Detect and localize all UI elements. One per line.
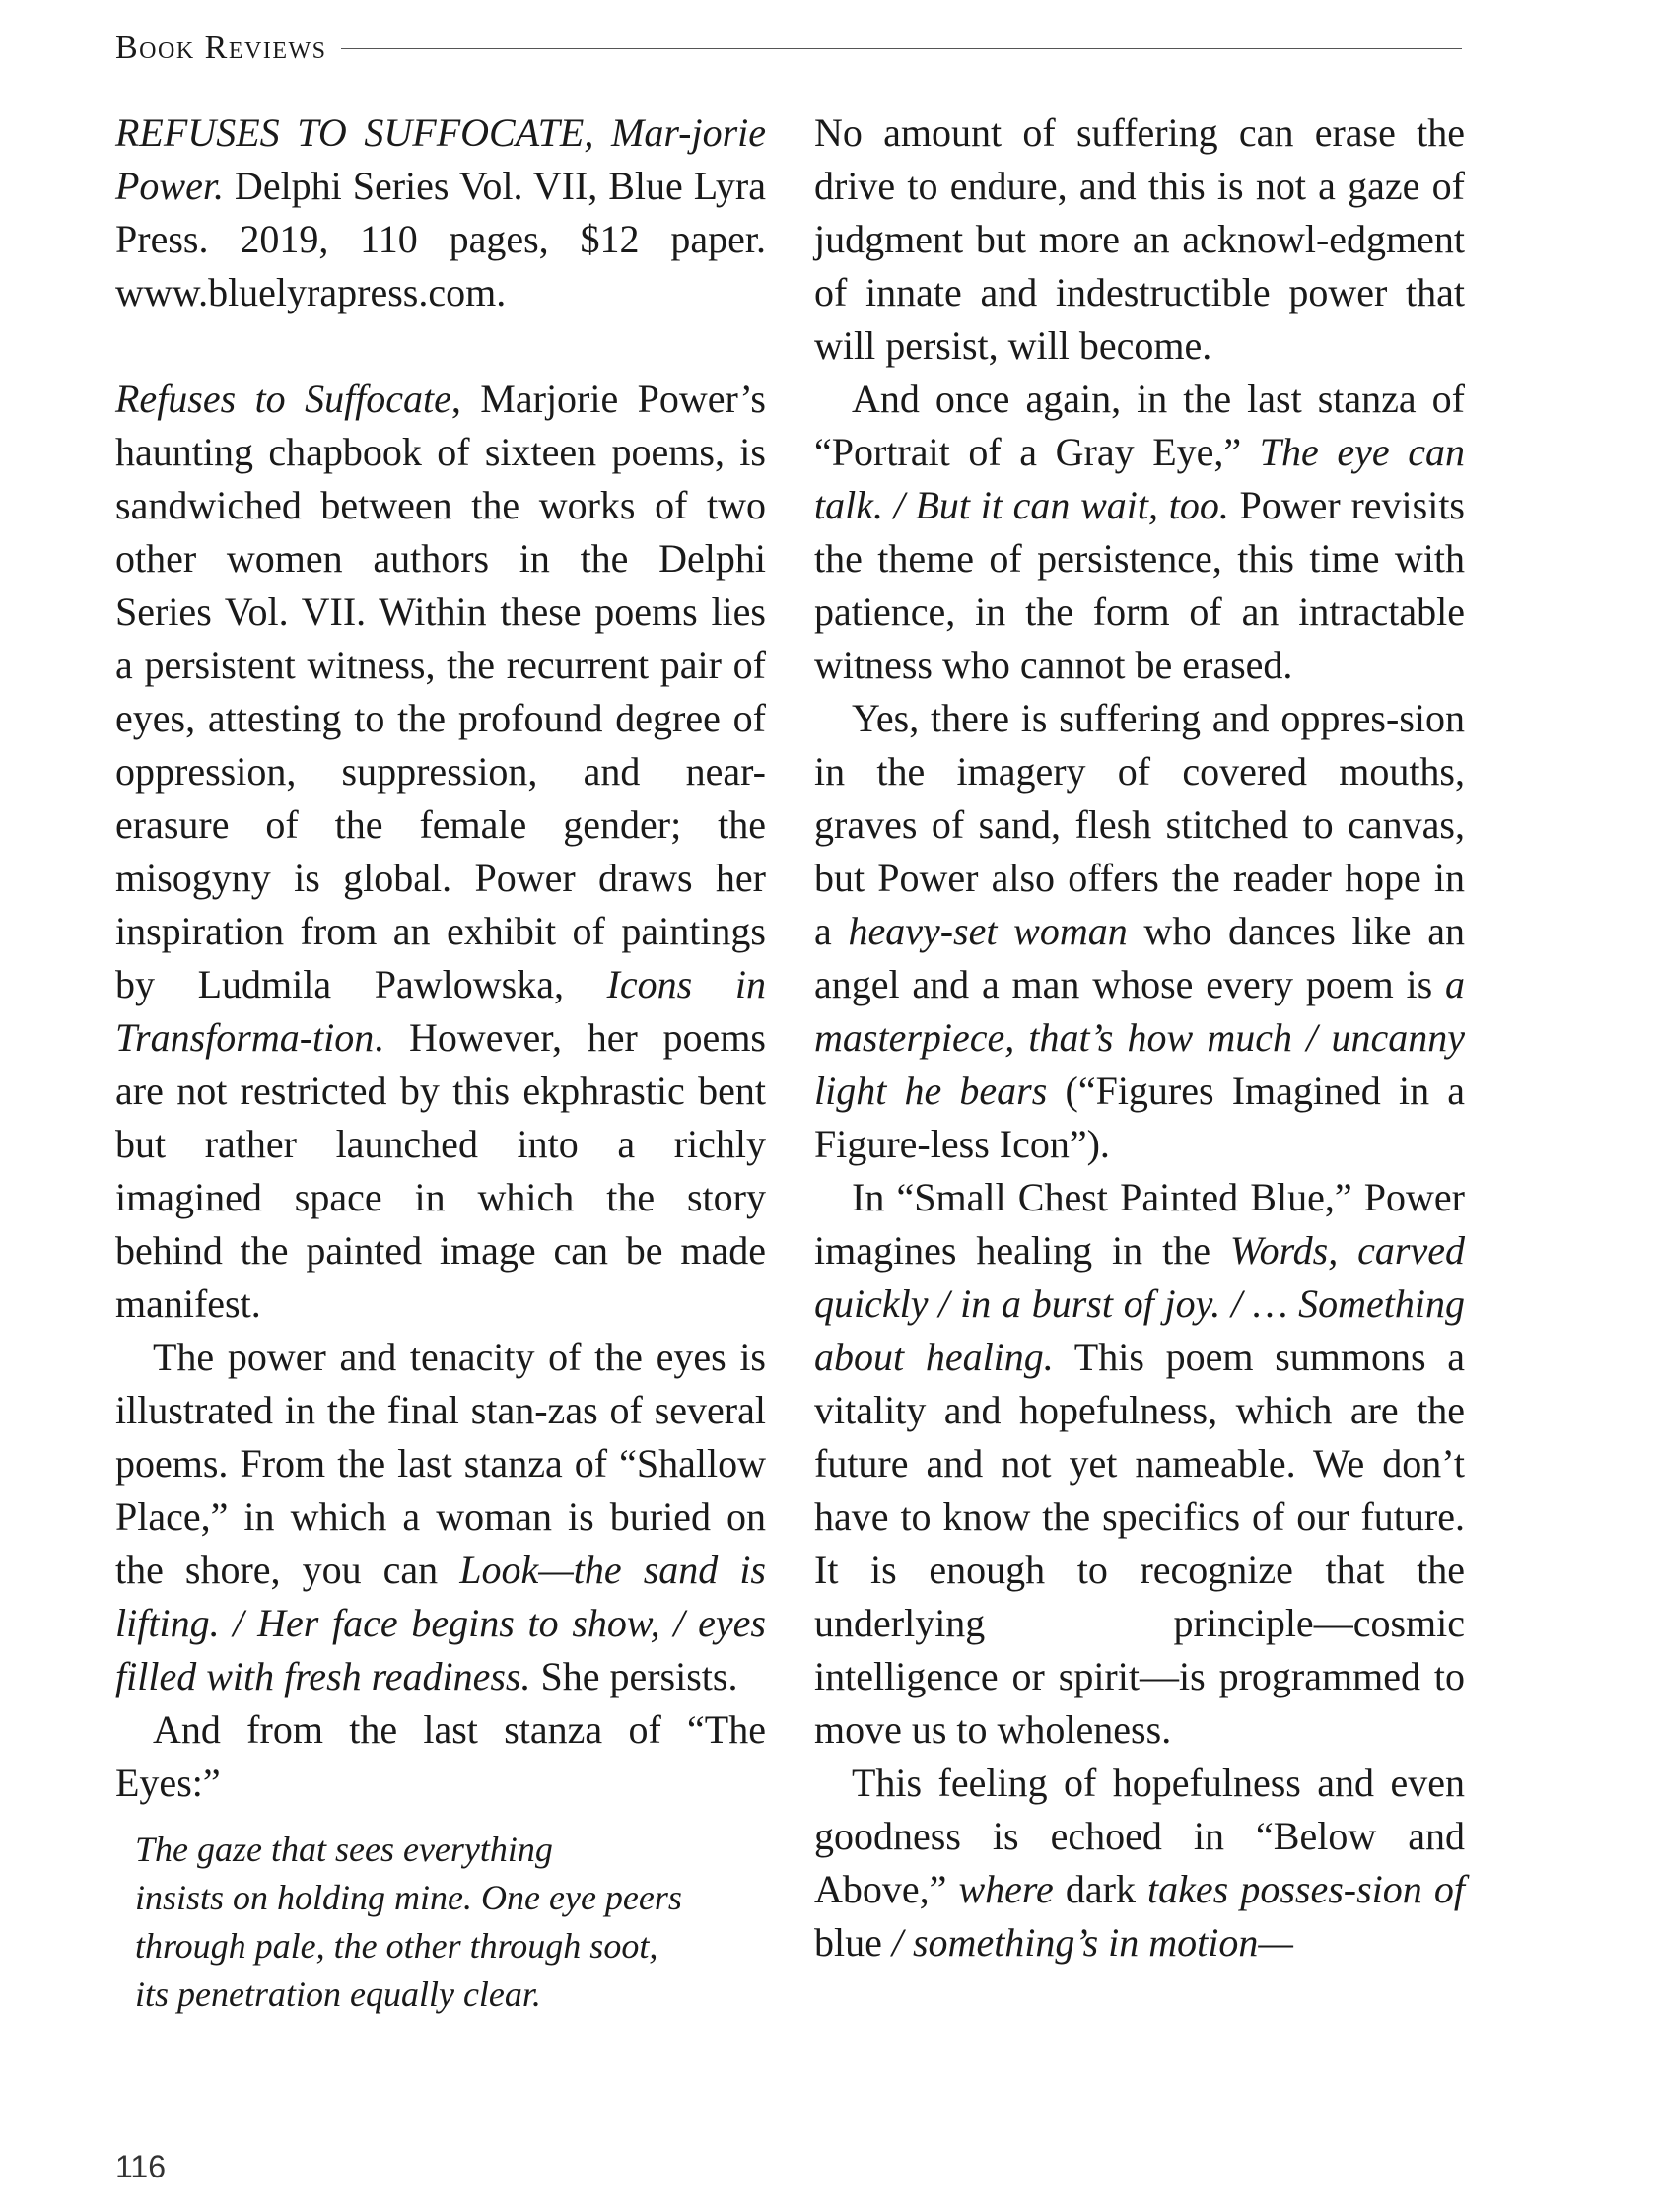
quote-line: The gaze that sees everything xyxy=(135,1830,553,1869)
quote-line: its penetration equally clear. xyxy=(135,1974,541,2014)
paragraph: This feeling of hopefulness and even goodness is echoed in “Below and Above,” where dark takes posses-sion of blue / something’s in motion— xyxy=(814,1761,1465,1965)
paragraph: And from the last stanza of “The Eyes:” xyxy=(115,1707,766,1805)
running-header xyxy=(115,26,1462,71)
quote-line: insists on holding mine. One eye peers xyxy=(135,1878,682,1917)
right-column xyxy=(814,106,1465,1970)
paragraph: And once again, in the last stanza of “Portrait of a Gray Eye,” The eye can talk. / But it can wait, too. Power revisits the theme of persistence, this time with patience, in the form of an intractable witness who cannot be erased. xyxy=(814,377,1465,687)
left-column xyxy=(115,106,766,2019)
page-number: 116 xyxy=(115,2149,167,2184)
paragraph: The power and tenacity of the eyes is illustrated in the final stan-zas of several poems. From the last stanza of “Shallow Place,” in which a woman is buried on the shore, you can Look—the sand is lifting. / Her face begins to show, / eyes filled with fresh readiness. She persists. xyxy=(115,1335,766,1698)
book-title-author: REFUSES TO SUFFOCATE, Mar-jorie Power. xyxy=(115,110,766,208)
section-title: Book Reviews xyxy=(115,30,327,66)
header-rule xyxy=(341,48,1463,49)
block-quote xyxy=(135,1826,766,2019)
paragraph: No amount of suffering can erase the drive to endure, and this is not a gaze of judgment but more an acknowl-edgment of innate and indestructible power that will persist, will become. xyxy=(814,110,1465,368)
paragraph: Refuses to Suffocate, Marjorie Power’s haunting chapbook of sixteen poems, is sandwiched between the works of two other women authors in the Delphi Series Vol. VII. Within these poems lies a persistent witness, the recurrent pair of eyes, attesting to the profound degree of oppression, suppression, and near-erasure of the female gender; the misogyny is global. Power draws her inspiration from an exhibit of paintings by Ludmila Pawlowska, Icons in Transforma-tion. However, her poems are not restricted by this ekphrastic bent but rather launched into a richly imagined space in which the story behind the painted image can be made manifest. xyxy=(115,377,766,1326)
paragraph: In “Small Chest Painted Blue,” Power imagines healing in the Words, carved quickly / in a burst of joy. / … Something about healing. This poem summons a vitality and hopefulness, which are the future and not yet nameable. We don’t have to know the specifics of our future. It is enough to recognize that the underlying principle—cosmic intelligence or spirit—is programmed to move us to wholeness. xyxy=(814,1175,1466,1752)
review-citation xyxy=(115,106,766,319)
paragraph: Yes, there is suffering and oppres-sion in the imagery of covered mouths, graves of sand, flesh stitched to canvas, but Power also offers the reader hope in a heavy-set woman who dances like an angel and a man whose every poem is a masterpiece, that’s how much / uncanny light he bears (“Figures Imagined in a Figure-less Icon”). xyxy=(814,696,1466,1166)
quote-line: through pale, the other through soot, xyxy=(135,1926,658,1966)
book-details: Delphi Series Vol. VII, Blue Lyra Press. 2019, 110 pages, $12 paper. www.bluelyrapress.com. xyxy=(115,164,766,314)
